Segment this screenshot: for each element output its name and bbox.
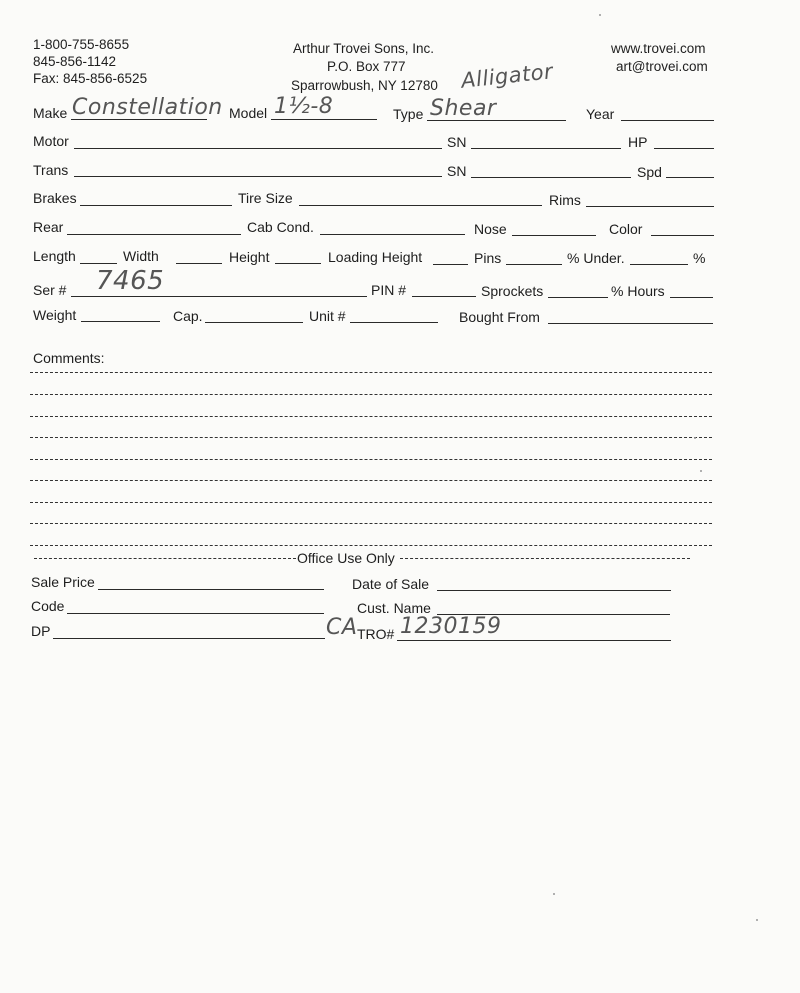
code-field[interactable]: [67, 613, 324, 614]
motor-label: Motor: [33, 133, 69, 149]
trans-sn-field[interactable]: [471, 177, 631, 178]
handwritten-make: Constellation: [72, 95, 223, 120]
tro-field[interactable]: [397, 640, 671, 641]
loading-height-field[interactable]: [433, 264, 468, 265]
ser-label: Ser #: [33, 282, 67, 298]
cust-name-label: Cust. Name: [357, 600, 431, 616]
height-field[interactable]: [275, 263, 321, 264]
unit-field[interactable]: [350, 322, 438, 323]
comment-line[interactable]: [30, 437, 712, 438]
make-label: Make: [33, 105, 68, 121]
tire-size-field[interactable]: [299, 205, 542, 206]
comments-label: Comments:: [33, 350, 105, 366]
scan-speck: [553, 893, 555, 895]
cap-label: Cap.: [173, 308, 203, 324]
dp-label: DP: [31, 623, 51, 639]
pins-field[interactable]: [506, 264, 562, 265]
cab-cond-field[interactable]: [320, 234, 465, 235]
date-of-sale-field[interactable]: [437, 590, 671, 591]
comment-line[interactable]: [30, 459, 712, 460]
loading-height-label: Loading Height: [328, 249, 423, 265]
spd-label: Spd: [637, 164, 662, 180]
pct-hours-label: % Hours: [611, 283, 665, 299]
sprockets-label: Sprockets: [481, 283, 544, 299]
pct-under-label: % Under.: [567, 250, 625, 266]
hp-field[interactable]: [654, 148, 714, 149]
date-of-sale-label: Date of Sale: [352, 576, 430, 592]
motor-sn-label: SN: [447, 134, 467, 150]
office-divider-right: [400, 558, 690, 559]
email: art@trovei.com: [616, 59, 708, 74]
weight-field[interactable]: [81, 321, 160, 322]
hp-label: HP: [628, 134, 648, 150]
handwritten-tro: 1230159: [400, 614, 502, 639]
comment-line[interactable]: [30, 416, 712, 417]
width-label: Width: [123, 248, 159, 264]
scan-speck: [599, 14, 601, 16]
tire-size-label: Tire Size: [238, 190, 293, 206]
pct-hours-field[interactable]: [670, 297, 713, 298]
sprockets-field[interactable]: [548, 297, 608, 298]
pct-under-field[interactable]: [630, 264, 688, 265]
comment-line[interactable]: [30, 394, 712, 395]
website: www.trovei.com: [611, 41, 706, 56]
unit-label: Unit #: [309, 308, 346, 324]
phone-1: 1-800-755-8655: [33, 37, 130, 52]
scan-speck: [694, 437, 696, 439]
phone-2: 845-856-1142: [33, 54, 117, 69]
fax-number: Fax: 845-856-6525: [33, 71, 148, 86]
width-field[interactable]: [176, 263, 222, 264]
type-label: Type: [393, 106, 424, 122]
scan-speck: [756, 919, 758, 921]
model-field[interactable]: [271, 119, 377, 120]
rear-field[interactable]: [67, 234, 241, 235]
handwritten-type: Shear: [430, 96, 497, 121]
comment-line[interactable]: [30, 545, 712, 546]
rear-label: Rear: [33, 219, 64, 235]
length-field[interactable]: [80, 263, 117, 264]
length-label: Length: [33, 248, 76, 264]
dp-field[interactable]: [53, 638, 325, 639]
pins-label: Pins: [474, 250, 502, 266]
sale-price-label: Sale Price: [31, 574, 95, 590]
code-label: Code: [31, 598, 65, 614]
trans-field[interactable]: [74, 176, 442, 177]
company-name: Arthur Trovei Sons, Inc.: [293, 41, 435, 56]
handwritten-prefix: CA: [326, 615, 358, 640]
bought-from-label: Bought From: [459, 309, 540, 325]
model-label: Model: [229, 105, 268, 121]
tro-label: TRO#: [357, 626, 395, 642]
pct-symbol: %: [693, 250, 706, 266]
year-field[interactable]: [621, 120, 714, 121]
ser-field[interactable]: [71, 296, 367, 297]
motor-sn-field[interactable]: [471, 148, 621, 149]
pin-label: PIN #: [371, 282, 407, 298]
scan-speck: [700, 470, 702, 472]
trans-label: Trans: [33, 162, 69, 178]
color-field[interactable]: [651, 235, 714, 236]
brakes-field[interactable]: [80, 205, 232, 206]
office-use-label: Office Use Only: [297, 550, 395, 566]
nose-label: Nose: [474, 221, 507, 237]
cab-cond-label: Cab Cond.: [247, 219, 314, 235]
brakes-label: Brakes: [33, 190, 77, 206]
weight-label: Weight: [33, 307, 77, 323]
company-city: Sparrowbush, NY 12780: [291, 78, 438, 93]
cap-field[interactable]: [205, 322, 303, 323]
bought-from-field[interactable]: [548, 323, 713, 324]
year-label: Year: [586, 106, 615, 122]
motor-field[interactable]: [74, 148, 442, 149]
rims-field[interactable]: [586, 206, 714, 207]
handwritten-serial: 7465: [96, 266, 165, 296]
comment-line[interactable]: [30, 372, 712, 373]
handwritten-alligator: Alligator: [459, 59, 555, 93]
handwritten-model: 1½-8: [274, 94, 334, 119]
comment-line[interactable]: [30, 502, 712, 503]
nose-field[interactable]: [512, 235, 596, 236]
color-label: Color: [609, 221, 643, 237]
spd-field[interactable]: [666, 177, 714, 178]
comment-line[interactable]: [30, 523, 712, 524]
trans-sn-label: SN: [447, 163, 467, 179]
pin-field[interactable]: [412, 296, 476, 297]
company-pobox: P.O. Box 777: [327, 59, 406, 74]
sale-price-field[interactable]: [98, 589, 324, 590]
height-label: Height: [229, 249, 270, 265]
comment-line[interactable]: [30, 480, 712, 481]
office-divider-left: [34, 558, 296, 559]
rims-label: Rims: [549, 192, 581, 208]
